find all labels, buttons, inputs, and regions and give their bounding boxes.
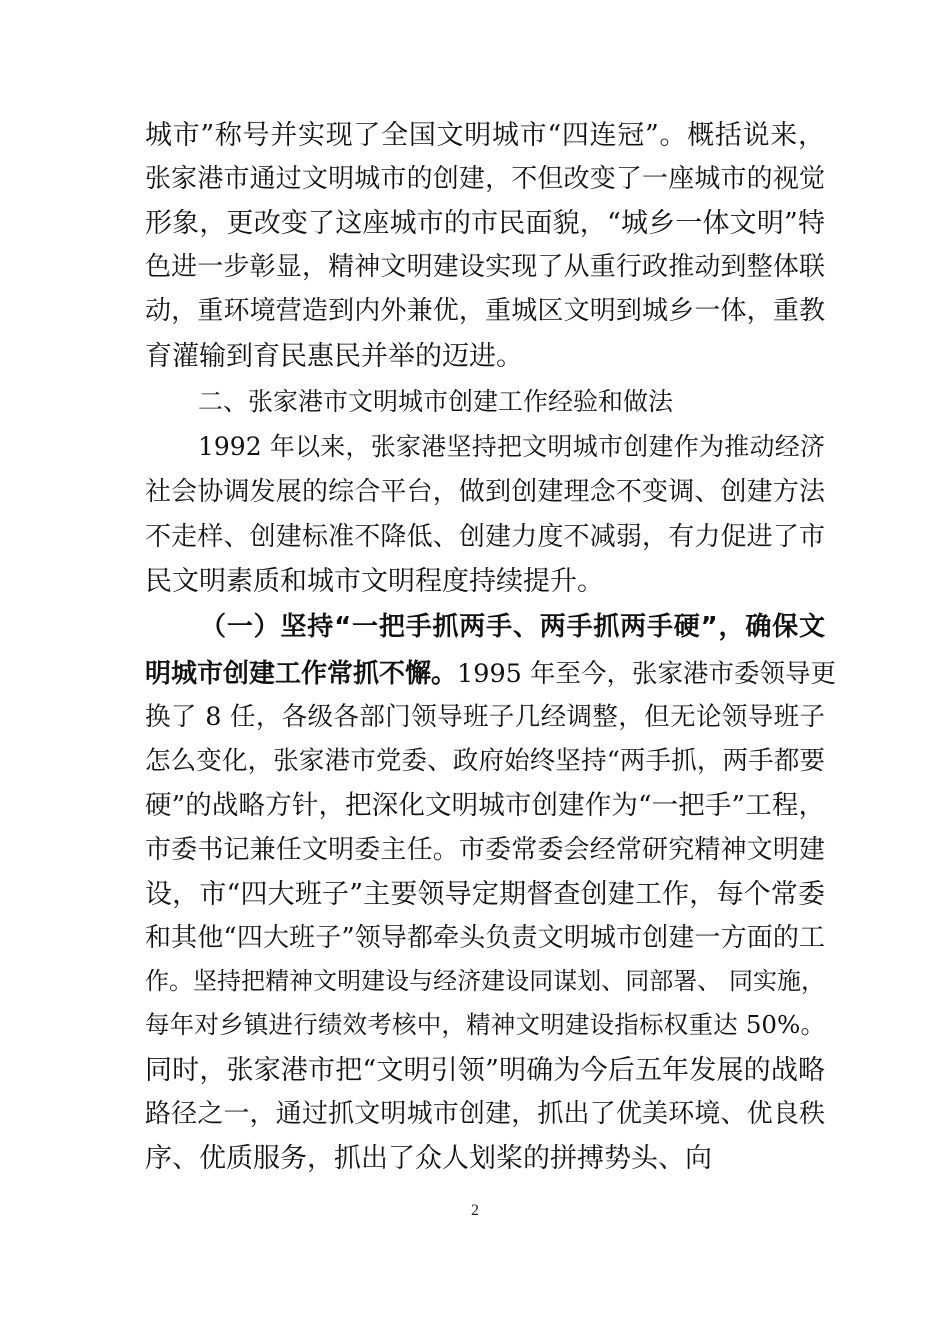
text-line: 不走样、创建标准不降低、创建力度不减弱，有力促进了市 — [145, 522, 825, 552]
text-line: 换了 8 任，各级各部门领导班子几经调整，但无论领导班子 — [145, 702, 825, 732]
text-line: 序、优质服务，抓出了众人划桨的拼搏势头、向 — [145, 1143, 712, 1174]
text-line: 和其他“四大班子”领导都牵头负责文明城市创建一方面的工 — [145, 923, 825, 953]
subheading: （一）坚持“一把手抓两手、两手抓两手硬”，确保文 — [200, 612, 825, 642]
text-line: 城市”称号并实现了全国文明城市“四连冠”。概括说来， — [145, 120, 825, 151]
text-line: 设，市“四大班子”主要领导定期督查创建工作，每个常委 — [145, 879, 825, 910]
subheading-rest: 1995 年至今，张家港市委领导更 — [457, 659, 837, 689]
text-line: 1992 年以来，张家港坚持把文明城市创建作为推动经济 — [198, 432, 825, 461]
section-heading: 二、张家港市文明城市创建工作经验和做法 — [198, 387, 674, 416]
text-line: 怎么变化，张家港市党委、政府始终坚持“两手抓，两手都要 — [145, 746, 825, 776]
subheading-line2 — [145, 661, 835, 688]
text-line: 社会协调发展的综合平台，做到创建理念不变调、创建方法 — [145, 477, 825, 507]
text-line: 路径之一，通过抓文明城市创建，抓出了优美环境、优良秩 — [145, 1099, 825, 1129]
text-line: 张家港市通过文明城市的创建，不但改变了一座城市的视觉 — [145, 164, 825, 194]
text-line: 市委书记兼任文明委主任。市委常委会经常研究精神文明建 — [145, 835, 825, 865]
text-line: 色进一步彰显，精神文明建设实现了从重行政推动到整体联 — [145, 252, 825, 282]
text-line: 每年对乡镇进行绩效考核中，精神文明建设指标权重达 50%。 — [145, 1010, 825, 1039]
text-line: 民文明素质和城市文明程度持续提升。 — [145, 566, 604, 597]
text-line: 动，重环境营造到内外兼优，重城区文明到城乡一体，重教 — [145, 296, 825, 326]
text-line: 同时，张家港市把“文明引领”明确为今后五年发展的战略 — [145, 1055, 825, 1086]
text-line: 作。坚持把精神文明建设与经济建设同谋划、同部署、 同实施， — [145, 967, 825, 995]
text-line: 育灌输到育民惠民并举的迈进。 — [145, 341, 523, 372]
page-number: 2 — [471, 1202, 479, 1219]
text-line: 硬”的战略方针，把深化文明城市创建作为“一把手”工程， — [145, 790, 825, 821]
text-line: 形象，更改变了这座城市的市民面貌，“城乡一体文明”特 — [145, 208, 825, 239]
subheading-bold-part: 明城市创建工作常抓不懈。 — [145, 659, 458, 689]
